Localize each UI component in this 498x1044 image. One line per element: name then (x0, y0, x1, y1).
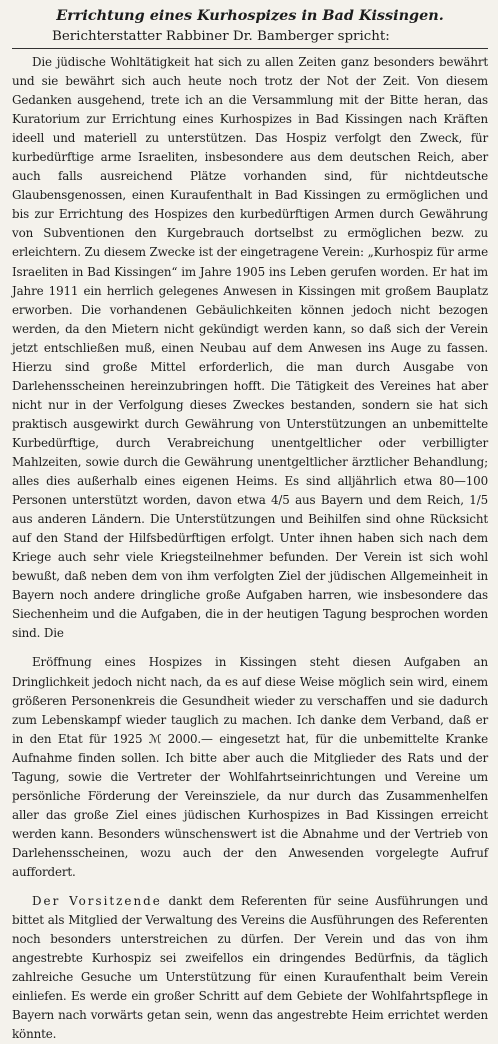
divider (12, 48, 488, 49)
speaker-label: Der Vorsitzende (32, 894, 162, 909)
paragraph-1: Die jüdische Wohltätigkeit hat sich zu allen Zeiten ganz besonders bewährt und sie bewährt sich auch heute noch trotz der Not der Zeit. Von diesem Gedanken ausgehend, trete ich an die Versammlung mit der Bitte heran, das Kuratorium zur Errichtung eines Kurhospizes in Bad Kissingen nach Kräften ideell und materiell zu unterstützen. Das Hospiz verfolgt den Zweck, für kurbedürftige arme Israeliten, insbesondere aus dem deutschen Reich, aber auch falls ausreichend Plätze vorhanden sind, für nichtdeutsche Glaubensgenossen, einen Kuraufenthalt in Bad Kissingen zu ermöglichen und bis zur Errichtung des Hospizes den kurbedürftigen Armen durch Gewährung von Subventionen den Kurgebrauch dortselbst zu ermöglichen bezw. zu erleichtern. Zu diesem Zwecke ist der eingetragene Verein: „Kurhospiz für arme Israeliten in Bad Kissingen“ im Jahre 1905 ins Leben gerufen worden. Er hat im Jahre 1911 ein herrlich gelegenes Anwesen in Kissingen mit großem Bauplatz erworben. Die vorhandenen Gebäulichkeiten können jedoch nicht bezogen werden, da den Mietern nicht gekündigt werden kann, so daß sich der Verein jetzt entschließen muß, einen Neubau auf dem Anwesen ins Auge zu fassen. Hierzu sind große Mittel erforderlich, die man durch Ausgabe von Darlehensscheinen hereinzubringen hofft. Die Tätigkeit des Vereines hat aber nicht nur in der Verfolgung dieses Zweckes bestanden, sondern sie hat sich praktisch ausgewirkt durch Gewährung von Unterstützungen an unbemittelte Kurbedürftige, durch Verabreichung unentgeltlicher oder verbilligter Mahlzeiten, sowie durch die Gewährung unentgeltlicher ärztlicher Behandlung; alles dies außerhalb eines eigenen Heims. Es sind alljährlich etwa 80—100 Personen unterstützt worden, davon etwa 4/5 aus Bayern und dem Reich, 1/5 aus anderen Ländern. Die Unterstützungen und Beihilfen sind ohne Rücksicht auf den Stand der Hilfsbedürftigen erfolgt. Unter ihnen haben sich nach dem Kriege auch sehr viele Kriegsteilnehmer befunden. Der Verein ist sich wohl bewußt, daß neben dem von ihm verfolgten Ziel der jüdischen Allgemeinheit in Bayern noch andere dringliche große Aufgaben harren, wie insbesondere das Siechenheim und die Aufgaben, die in der heutigen Tagung besprochen worden sind. Die (12, 55, 488, 641)
paragraph-3-text: dankt dem Referenten für seine Ausführungen und bittet als Mitglied der Verwaltung des Vereins die Ausführungen des Referenten noch besonders unterstreichen zu dürfen. Der Verein und das von ihm angestrebte Kurhospiz sei zweifellos ein dringendes Bedürfnis, da täglich zahlreiche Gesuche um Unterstützung für einen Kuraufenthalt beim Verein einliefen. Es werde ein großer Schritt auf dem Gebiete der Wohlfahrtspflege in Bayern nach vorwärts getan sein, wenn das angestrebte Heim errichtet werden könnte. (12, 894, 489, 1042)
article-title: Errichtung eines Kurhospizes in Bad Kissingen. (56, 7, 444, 24)
paragraph-3 (12, 892, 488, 1044)
article-byline: Berichterstatter Rabbiner Dr. Bamberger spricht: (52, 29, 390, 44)
paragraph-2: Eröffnung eines Hospizes in Kissingen steht diesen Aufgaben an Dringlichkeit jedoch nicht nach, da es auf diese Weise möglich sein wird, einem größeren Personenkreis die Gesundheit wieder zu verschaffen und sie dadurch zum Lebenskampf wieder tauglich zu machen. Ich danke dem Verband, daß er in den Etat für 1925 ℳ 2000.— eingesetzt hat, für die unbemittelte Kranke Aufnahme finden sollen. Ich bitte aber auch die Mitglieder des Rats und der Tagung, sowie die Vertreter der Wohlfahrtseinrichtungen und Vereine um persönliche Förderung der Vereinsziele, da nur durch das Zusammenhelfen aller das große Ziel eines jüdischen Kurhospizes in Bad Kissingen erreicht werden kann. Besonders wünschenswert ist die Abnahme und der Vertrieb von Darlehensscheinen, wozu auch der den Anwesenden vorgelegte Aufruf auffordert. (12, 655, 488, 879)
